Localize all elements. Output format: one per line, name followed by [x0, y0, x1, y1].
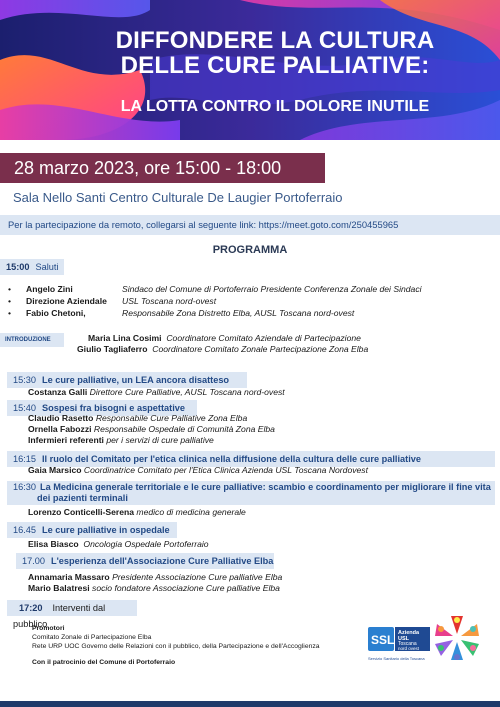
session-time: 17.00	[22, 556, 45, 566]
event-title-line-1: DIFFONDERE LA CULTURA	[115, 27, 435, 54]
session-header	[7, 481, 495, 505]
saluti-section-header	[0, 259, 64, 275]
usl-toscana-logo	[368, 627, 430, 672]
svg-text:Toscana: Toscana	[398, 641, 417, 647]
patronage-text: Con il patrocinio del Comune di Portoferraio	[32, 659, 176, 666]
bullet: •	[8, 308, 12, 318]
svg-text:Servizio Sanitario della Tosca: Servizio Sanitario della Toscana	[368, 656, 425, 661]
intro-person-2: Giulio Tagliaferro Coordinatore Comitato Zonale Partecipazione Zona Elba	[77, 344, 369, 354]
session-title-line-1: La Medicina generale territoriale e le cure palliative: scambio e coordinamento per migliorare il fine vita	[40, 482, 491, 492]
introduzione-label: INTRODUZIONE	[0, 333, 64, 347]
saluti-person-name: Fabio Chetoni,	[26, 308, 86, 318]
speaker: Elisa Biasco Oncologia Ospedale Portoferraio	[28, 539, 209, 549]
saluti-person-name: Angelo Zini	[26, 284, 73, 294]
svg-text:Azienda: Azienda	[398, 630, 420, 636]
speaker: Lorenzo Conticelli-Serena medico di medicina generale	[28, 507, 246, 517]
speaker: Claudio Rasetto Responsabile Cure Palliative Zona Elba	[28, 413, 248, 423]
session-header	[16, 553, 274, 569]
speaker: Infermieri referenti per i servizi di cure palliative	[28, 435, 214, 445]
session-title: Le cure palliative, un LEA ancora disatteso	[42, 375, 230, 385]
saluti-person-name: Direzione Aziendale	[26, 296, 107, 306]
svg-text:nord ovest: nord ovest	[398, 646, 420, 651]
bullet: •	[8, 284, 12, 294]
session-title: Le cure palliative in ospedale	[42, 525, 170, 535]
session-time: 17:20	[19, 603, 43, 613]
session-time: 16:30	[13, 482, 36, 492]
event-subtitle: LA LOTTA CONTRO IL DOLORE INUTILE	[120, 98, 430, 115]
session-time: 15:30	[13, 375, 36, 385]
session-title: Il ruolo del Comitato per l'etica clinica nella diffusione della cultura delle cure palliative	[42, 454, 421, 464]
svg-text:SSL: SSL	[371, 633, 395, 647]
session-title-line-2: dei pazienti terminali	[37, 493, 128, 503]
saluti-label: Saluti	[35, 262, 59, 272]
saluti-person-role: Responsabile Zona Distretto Elba, AUSL Toscana nord-ovest	[122, 308, 355, 318]
date-time-banner: 28 marzo 2023, ore 15:00 - 18:00	[0, 153, 325, 183]
footer-bar	[0, 701, 500, 707]
speaker: Costanza Galli Direttore Cure Palliative, AUSL Toscana nord-ovest	[28, 387, 285, 397]
session-header	[7, 522, 177, 538]
event-title-line-2: DELLE CURE PALLIATIVE:	[120, 52, 430, 79]
bullet: •	[8, 296, 12, 306]
event-title	[100, 28, 450, 78]
speaker: Ornella Fabozzi Responsabile Ospedale di Comunità Zona Elba	[28, 424, 275, 434]
partecipazione-flower-logo	[432, 612, 482, 669]
saluti-person-role: Sindaco del Comune di Portoferraio Presidente Conferenza Zonale dei Sindaci	[122, 284, 422, 294]
promotori-line-2: Rete URP UOC Governo delle Relazioni con il pubblico, della Partecipazione e dell'Accoglienza	[32, 643, 320, 650]
header-banner	[0, 0, 500, 140]
session-time: 16.45	[13, 525, 36, 535]
speaker: Mario Balatresi socio fondatore Associazione Cure palliative Elba	[28, 583, 280, 593]
promotori-line-1: Comitato Zonale di Partecipazione Elba	[32, 634, 152, 641]
intro-person-1: Maria Lina Cosimi Coordinatore Comitato Aziendale di Partecipazione	[88, 333, 361, 343]
session-header	[7, 372, 247, 388]
speaker: Annamaria Massaro Presidente Associazione Cure palliative Elba	[28, 572, 283, 582]
saluti-person-role: USL Toscana nord-ovest	[122, 296, 217, 306]
programme-title: PROGRAMMA	[212, 244, 288, 256]
promotori-heading: Promotori	[32, 625, 65, 632]
session-time: 16:15	[13, 454, 36, 464]
remote-link-note[interactable]: Per la partecipazione da remoto, collegarsi al seguente link: https://meet.goto.com/250455965	[0, 215, 500, 235]
saluti-time: 15:00	[6, 262, 30, 272]
svg-text:USL: USL	[398, 636, 409, 642]
speaker: Gaia Marsico Coordinatrice Comitato per l'Etica Clinica Azienda USL Toscana Nordovest	[28, 465, 368, 475]
session-title: Sospesi fra bisogni e aspettative	[42, 403, 185, 413]
session-title: Interventi dal pubblico	[13, 603, 106, 629]
session-time: 15:40	[13, 403, 36, 413]
session-title: L'esperienza dell'Associazione Cure Palliative Elba	[51, 556, 274, 566]
venue-text: Sala Nello Santi Centro Culturale De Laugier Portoferraio	[13, 190, 343, 205]
